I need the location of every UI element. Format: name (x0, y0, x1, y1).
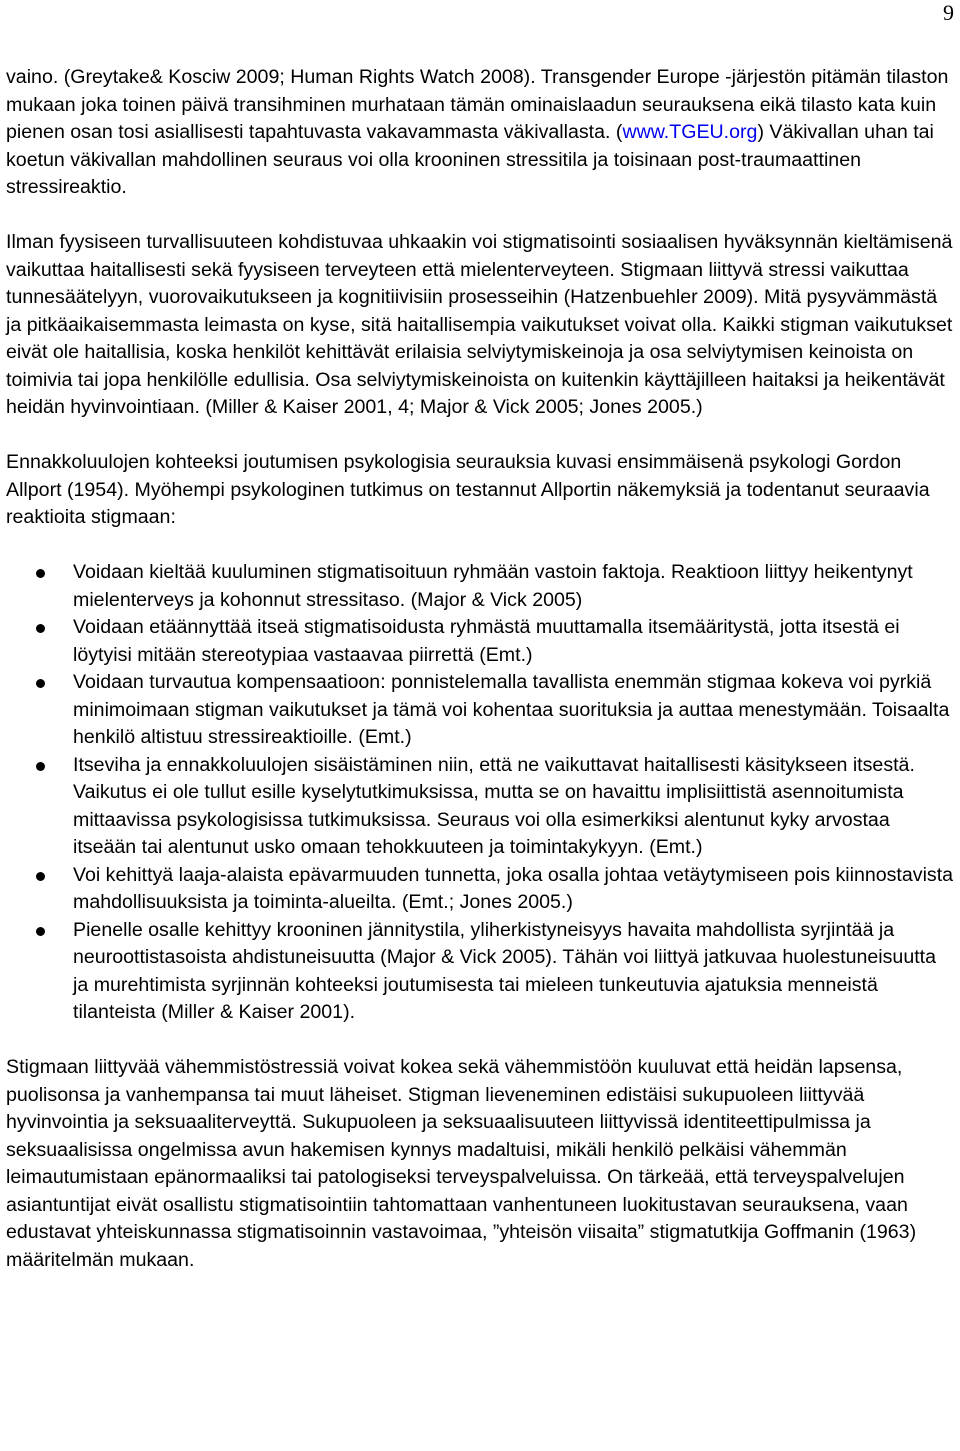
list-item (6, 614, 956, 669)
list-item (6, 752, 956, 862)
list-item-text: Voi kehittyä laaja-alaista epävarmuuden tunnetta, joka osalla johtaa vetäytymiseen pois kiinnostavista mahdollisuuksista ja toiminta-alueilta. (Emt.; Jones 2005.) (73, 863, 954, 913)
tgeu-link[interactable]: www.TGEU.org (622, 121, 758, 143)
paragraph-text: vaino. (Greytake& Kosciw 2009; Human Rights Watch 2008). Transgender Europe -järjestön pitämän tilaston mukaan joka toinen päivä transihminen murhataan tämän ominaislaadun seurauksena eikä tilasto kata kuin pienen osan tosi asiallisesti tapahtuvasta vakavammasta väkivallasta. ( (6, 66, 949, 143)
bullet-icon (36, 624, 45, 633)
list-item-text: Voidaan turvautua kompensaatioon: ponnistelemalla tavallista enemmän stigmaa kokeva voi pyrkiä minimoimaan stigman vaikutukset ja tämä voi kohentaa suorituksia ja auttaa menestymään. Toisaalta henkilö altistuu stressireaktioille. (Emt.) (73, 671, 950, 748)
paragraph-allport: Ennakkoluulojen kohteeksi joutumisen psykologisia seurauksia kuvasi ensimmäisenä psykologi Gordon Allport (1954). Myöhempi psykologinen tutkimus on testannut Allportin näkemyksiä ja todentanut seuraavia reaktioita stigmaan: (6, 451, 930, 528)
list-item (6, 669, 956, 752)
paragraph-stigma-effects: Ilman fyysiseen turvallisuuteen kohdistuvaa uhkaakin voi stigmatisointi sosiaalisen hyväksynnän kieltämisenä vaikuttaa haitallisesti sekä fyysiseen terveyteen että mielenterveyteen. Stigmaan liittyvä stressi vaikuttaa tunnesäätelyyn, vuorovaikutukseen ja kognitiivisiin prosesseihin (Hatzenbuehler 2009). Mitä pysyvämmästä ja pitkäaikaisemmasta leimasta on kyse, sitä haitallisempia vaikutukset voivat olla. Kaikki stigman vaikutukset eivät ole haitallisia, koska henkilöt kehittävät erilaisia selviytymiskeinoja ja osa selviytymisen keinoista on toimivia tai jopa henkilölle edullisia. Osa selviytymiskeinoista on kuitenkin käyttäjilleen haitaksi ja heikentävät heidän hyvinvointiaan. (Miller & Kaiser 2001, 4; Major & Vick 2005; Jones 2005.) (6, 231, 953, 418)
list-item-text: Voidaan etäännyttää itseä stigmatisoidusta ryhmästä muuttamalla itsemääritystä, jotta itsestä ei löytyisi mitään stereotypiaa vastaavaa piirrettä (Emt.) (73, 616, 900, 666)
bullet-icon (36, 569, 45, 578)
list-item-text: Voidaan kieltää kuuluminen stigmatisoituun ryhmään vastoin faktoja. Reaktioon liittyy heikentynyt mielenterveys ja kohonnut stressitaso. (Major & Vick 2005) (73, 561, 913, 611)
paragraph-minority-stress: Stigmaan liittyvää vähemmistöstressiä voivat kokea sekä vähemmistöön kuuluvat että heidän lapsensa, puolisonsa ja vanhempansa tai muut läheiset. Stigman lieveneminen edistäisi sukupuoleen liittyvää hyvinvointia ja seksuaaliterveyttä. Sukupuoleen ja seksuaalisuuteen liittyvissä identiteettipulmissa ja seksuaalisissa ongelmissa avun hakemisen kynnys madaltuisi, mikäli henkilö pelkäisi vähemmän leimautumistaan epänormaaliksi tai patologiseksi terveyspalveluissa. On tärkeää, että terveyspalvelujen asiantuntijat eivät osallistu stigmatisointiin tahtomattaan vanhentuneen luokitustavan seurauksena, vaan edustavat yhteiskunnassa stigmatisoinnin vastavoimaa, ”yhteisön viisaita” stigmatutkija Goffmanin (1963) määritelmän mukaan. (6, 1056, 917, 1271)
reactions-list (6, 559, 956, 1027)
bullet-icon (36, 872, 45, 881)
list-item (6, 917, 956, 1027)
bullet-icon (36, 679, 45, 688)
paragraph-text: ) Väkivallan uhan tai koetun väkivallan mahdollinen seuraus voi olla krooninen stressitila ja toisinaan post-traumaattinen stressireaktio. (6, 121, 934, 198)
document-body (6, 64, 956, 1274)
bullet-icon (36, 762, 45, 771)
bullet-icon (36, 927, 45, 936)
list-item (6, 862, 956, 917)
list-item (6, 559, 956, 614)
list-item-text: Itseviha ja ennakkoluulojen sisäistäminen niin, että ne vaikuttavat haitallisesti käsitykseen itsestä. Vaikutus ei ole tullut esille kyselytutkimuksissa, mutta se on havaittu implisiittistä asennoitumista mittaavissa psykologisissa tutkimuksissa. Seuraus voi olla esimerkiksi alentunut kyky arvostaa itseään tai alentunut usko omaan tehokkuuteen ja toimintakykyyn. (Emt.) (73, 753, 915, 858)
list-item-text: Pienelle osalle kehittyy krooninen jännitystila, yliherkistyneisyys havaita mahdollista syrjintää ja neuroottistasoista ahdistuneisuutta (Major & Vick 2005). Tähän voi liittyä jatkuvaa huolestuneisuutta ja murehtimista syrjinnän kohteeksi joutumisesta tai mieleen tunkeutuvia ajatuksia menneistä tilanteista (Miller & Kaiser 2001). (73, 918, 936, 1023)
page-number: 9 (943, 0, 954, 25)
paragraph-violence-statistics (6, 64, 956, 202)
